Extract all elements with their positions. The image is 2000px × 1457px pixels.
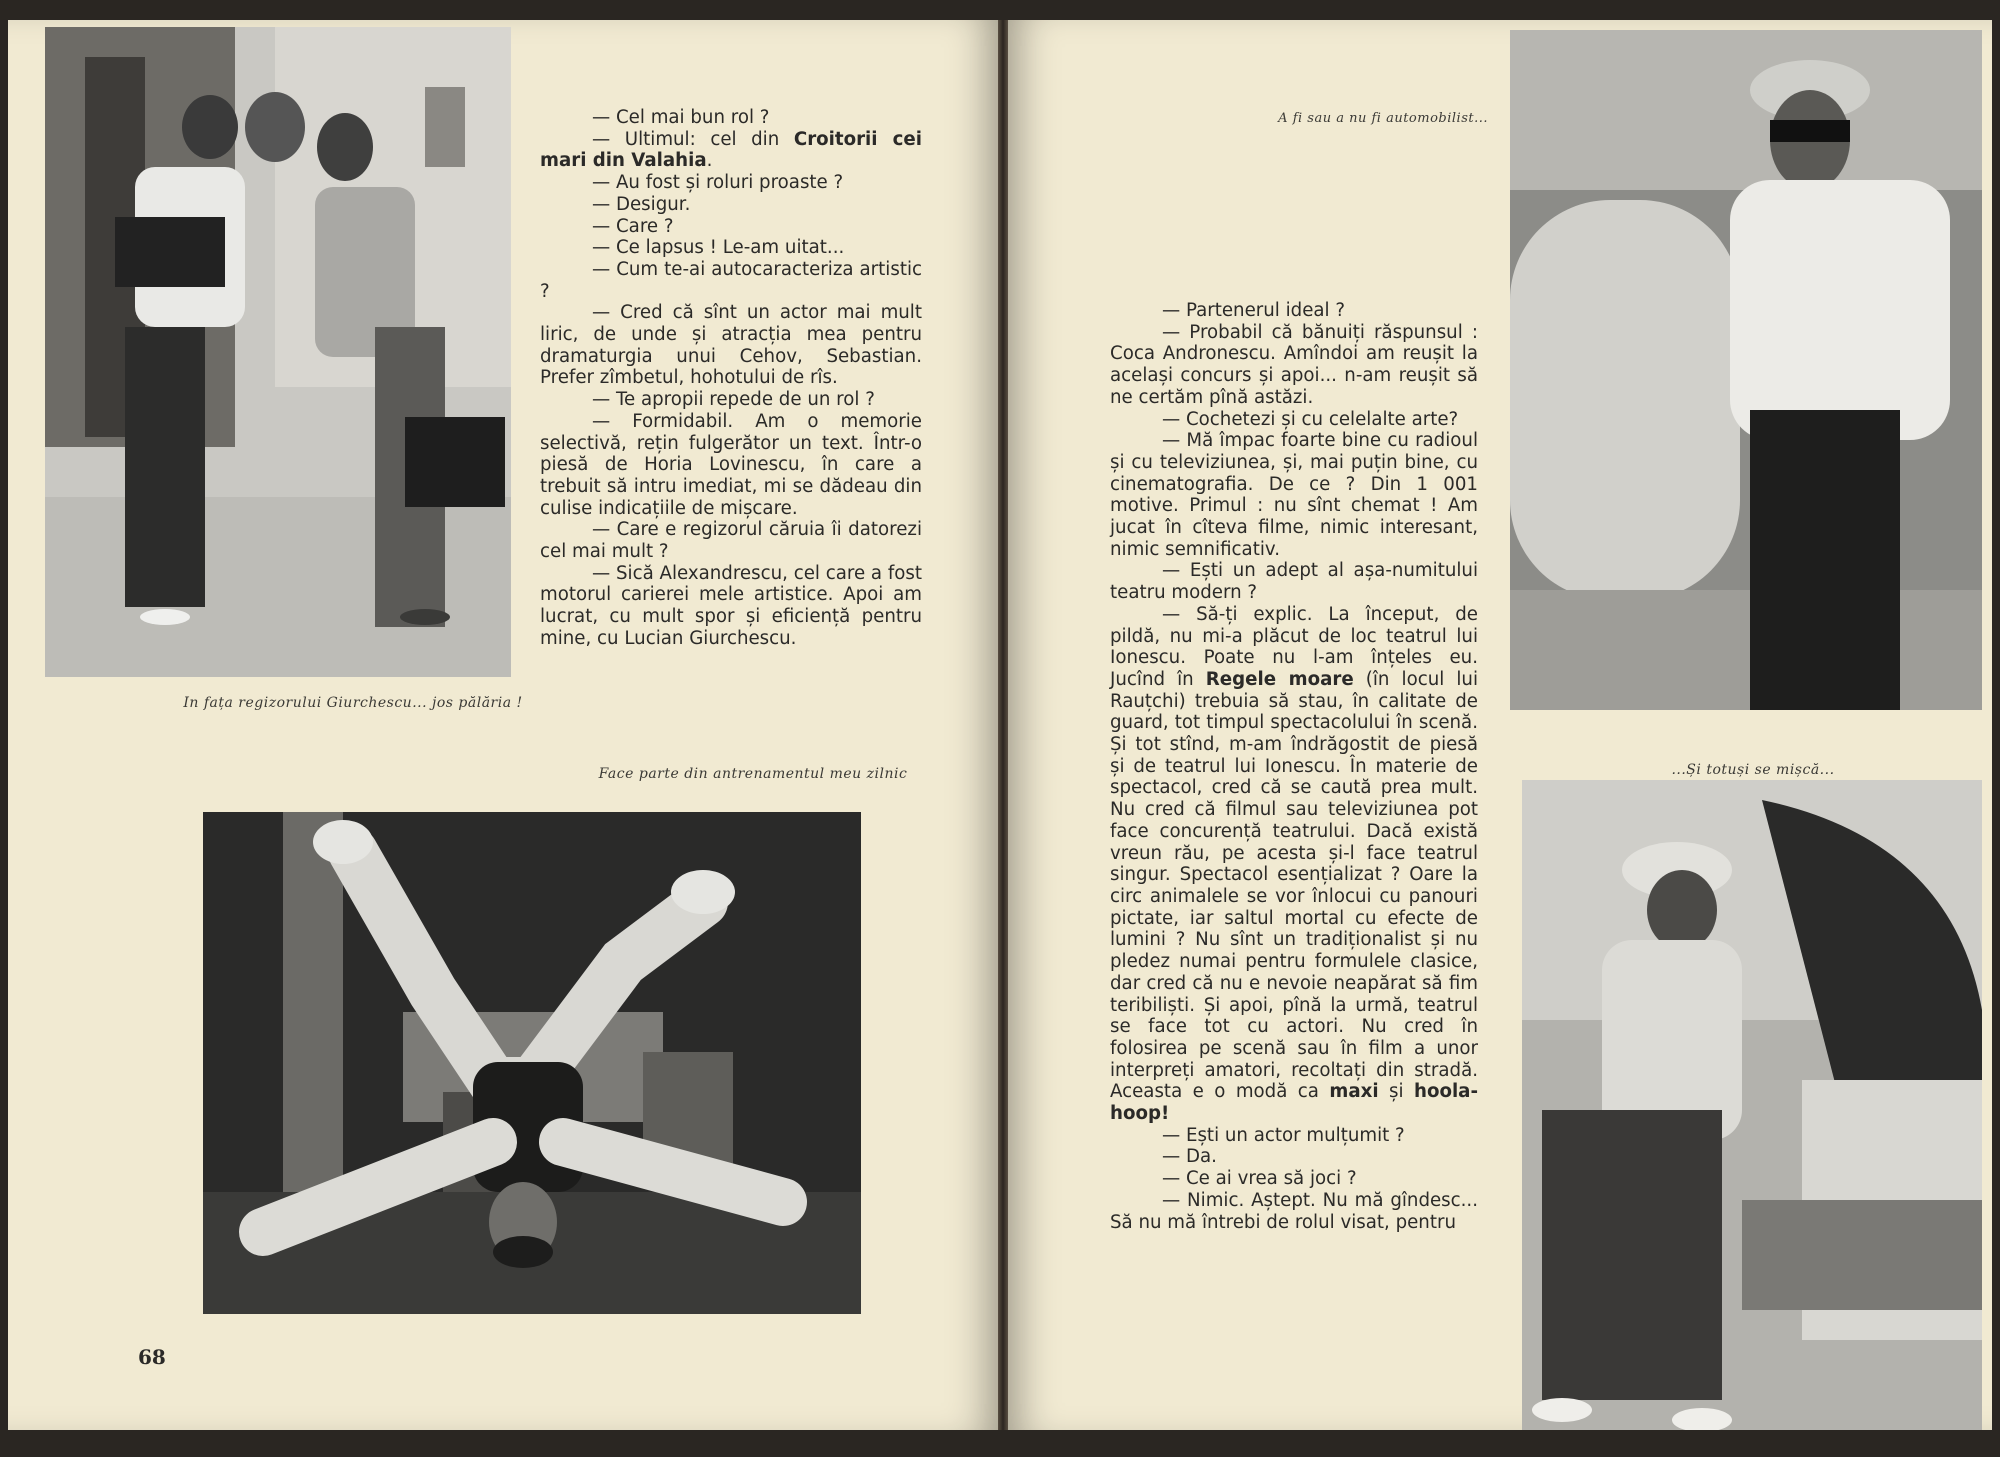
- photo-two-men-street: [45, 27, 511, 677]
- dialogue-line: — Ultimul: cel din Croitorii cei mari din Valahia.: [540, 128, 922, 172]
- photo-man-lying-upside-down-image: [203, 812, 861, 1314]
- dialogue-line: — Ce lapsus ! Le-am uitat...: [592, 237, 845, 259]
- dialogue-line: — Nimic. Aștept. Nu mă gîndesc... Să nu mă întrebi de rolul visat, pentru: [1110, 1189, 1478, 1233]
- dialogue-line: — Ești un adept al așa-numitului teatru modern ?: [1110, 560, 1478, 604]
- caption-bottom-left: Face parte din antrenamentul meu zilnic: [598, 766, 908, 782]
- dialogue-line: — Te apropii repede de un rol ?: [592, 389, 875, 411]
- photo-man-lying-upside-down: [203, 812, 861, 1314]
- right-text-column: [1110, 300, 1478, 1233]
- dialogue-line: — Cum te-ai autocaracteriza artistic ?: [540, 258, 922, 302]
- dialogue-line: — Ce ai vrea să joci ?: [1162, 1168, 1357, 1190]
- photo-man-car-hood: [1522, 780, 1982, 1430]
- dialogue-line: — Desigur.: [592, 193, 691, 215]
- dialogue-line: — Probabil că bănuiți răspunsul : Coca Andronescu. Amîndoi am reușit la același concurs și apoi... n-am reușit să ne certăm pînă astăzi.: [1110, 321, 1478, 408]
- running-head: A fi sau a nu fi automobilist...: [1278, 111, 1488, 126]
- bold-hoola-hoop: hoola-hoop!: [1110, 1081, 1478, 1125]
- caption-right: ...Și totuși se mișcă...: [1671, 762, 1835, 778]
- photo-man-hat-sunglasses-image: [1510, 30, 1982, 710]
- dialogue-line: — Formidabil. Am o memorie selectivă, rețin fulgerător un text. Într-o piesă de Horia Lovinescu, în care a trebuit să intru imediat, mi se dădeau din culise indicațiile de mișcare.: [540, 410, 922, 519]
- dialogue-line: — Care ?: [592, 215, 674, 237]
- left-page: [8, 20, 998, 1430]
- dialogue-line: — Să-ți explic. La început, de pildă, nu mi-a plăcut de loc teatrul lui Ionescu. Poate nu l-am înțeles eu. Jucînd în Regele moare (în locul lui Rauțchi) trebuia să stau, în calitate de guard, tot timpul spectacolului în scenă. Și tot stînd, m-am îndrăgostit de piesă și de teatrul lui Ionescu. În materie de spectacol, cred că se caută prea mult. Nu cred că filmul sau televiziunea pot face concurență teatrului. Dacă există vreun rău, pe acesta și-l face teatrul singur. Spectacol esențializat ? Oare la circ animalele se vor înlocui cu panouri pictate, iar saltul mortal cu efecte de lumini ? Nu sînt un tradiționalist și nu pledez numai pentru formulele clasice, dar cred că nu e nevoie neapărat să fim teribiliști. Și apoi, pînă la urmă, teatrul se face tot cu actori. Nu cred în folosirea pe scenă sau în film a unor interpreți amatori, recoltați din stradă. Aceasta e o modă ca maxi și hoola-hoop!: [1110, 603, 1478, 1125]
- dialogue-line: — Partenerul ideal ?: [1162, 300, 1346, 321]
- dialogue-line: — Da.: [1162, 1146, 1217, 1168]
- photo-two-men-street-image: [45, 27, 511, 677]
- right-page: [1008, 20, 1992, 1430]
- conjunction: și: [1378, 1081, 1414, 1103]
- bold-maxi: maxi: [1329, 1081, 1379, 1103]
- left-text-column: [540, 107, 922, 650]
- dialogue-line: — Au fost și roluri proaste ?: [592, 172, 844, 194]
- photo-man-car-hood-image: [1522, 780, 1982, 1430]
- photo-man-hat-sunglasses: [1510, 30, 1982, 710]
- dialogue-line: — Mă împac foarte bine cu radioul și cu televiziunea, și, mai puțin bine, cu cinematografia. De ce ? Din 1 001 motive. Primul : nu sînt chemat ! Am jucat în cîteva filme, nimic interesant, nimic semnificativ.: [1110, 430, 1478, 560]
- dialogue-line: — Cel mai bun rol ?: [592, 107, 770, 128]
- caption-top-left: In fața regizorului Giurchescu... jos pălăria !: [183, 695, 523, 711]
- dialogue-line: — Cred că sînt un actor mai mult liric, de unde și atracția mea pentru dramaturgia unui Cehov, Sebastian. Prefer zîmbetul, hohotului de rîs.: [540, 302, 922, 389]
- page-number: 68: [138, 1345, 166, 1369]
- dialogue-line: — Cochetezi și cu celelalte arte?: [1162, 408, 1459, 430]
- dialogue-line: — Care e regizorul căruia îi datorezi cel mai mult ?: [540, 519, 922, 563]
- dialogue-line: — Ești un actor mulțumit ?: [1162, 1124, 1405, 1146]
- dialogue-line: — Sică Alexandrescu, cel care a fost motorul carierei mele artistice. Apoi am lucrat, cu mult spor și eficiență pentru mine, cu Lucian Giurchescu.: [540, 562, 922, 649]
